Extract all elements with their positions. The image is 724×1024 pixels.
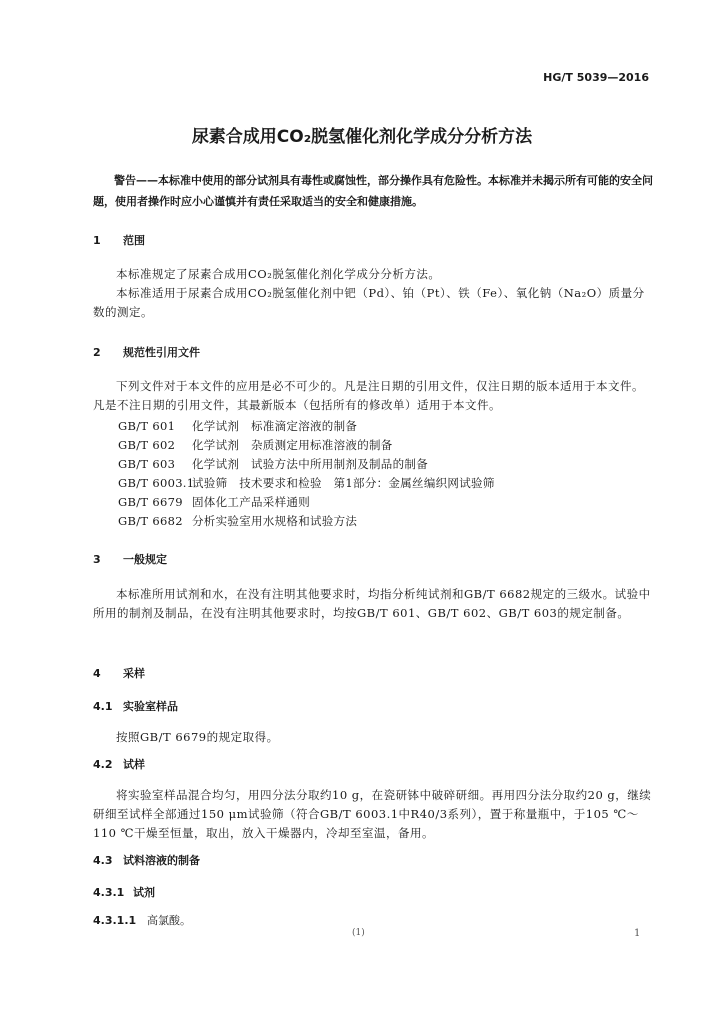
section-number: 4.2	[93, 758, 113, 771]
reference-item	[118, 475, 495, 491]
reference-item	[118, 456, 428, 472]
section-4-3-1-1-item	[93, 912, 191, 928]
reference-code: GB/T 6679	[118, 495, 183, 509]
section-title: 一般规定	[123, 553, 167, 566]
section-number: 4	[93, 667, 101, 680]
section-title: 实验室样品	[123, 700, 178, 713]
page-number: 1	[634, 928, 641, 939]
section-2-paragraph-1: 下列文件对于本文件的应用是必不可少的。凡是注日期的引用文件，仅注日期的版本适用于本文件。凡是不注日期的引用文件，其最新版本（包括所有的修改单）适用于本文件。	[93, 379, 644, 412]
section-1-heading	[93, 232, 145, 248]
section-2-heading	[93, 344, 200, 360]
warning-paragraph: 警告——本标准中使用的部分试剂具有毒性或腐蚀性，部分操作具有危险性。本标准并未揭示所有可能的安全问题，使用者操作时应小心谨慎并有责任采取适当的安全和健康措施。	[93, 174, 653, 208]
section-title: 试样	[123, 758, 145, 771]
section-title: 采样	[123, 667, 145, 680]
document-title: 尿素合成用CO₂脱氢催化剂化学成分分析方法	[191, 127, 533, 147]
section-title: 范围	[123, 234, 145, 247]
section-1-paragraph-2: 本标准适用于尿素合成用CO₂脱氢催化剂中钯（Pd）、铂（Pt）、铁（Fe）、氧化钠（Na₂O）质量分数的测定。	[93, 286, 645, 319]
section-title: 试料溶液的制备	[123, 854, 200, 867]
section-number: 3	[93, 553, 101, 566]
section-3-heading	[93, 551, 167, 567]
reference-name: 分析实验室用水规格和试验方法	[192, 514, 358, 528]
reference-name: 化学试剂 标准滴定溶液的制备	[192, 419, 358, 433]
section-number: 1	[93, 234, 101, 247]
section-number: 4.3.1.1	[93, 914, 137, 927]
section-4-2-heading	[93, 756, 145, 772]
section-4-heading	[93, 665, 145, 681]
section-title: 试剂	[133, 886, 155, 899]
reference-code: GB/T 601	[118, 419, 176, 433]
reference-name: 试验筛 技术要求和检验 第1部分：金属丝编织网试验筛	[192, 476, 495, 490]
footer-mark: (1)	[352, 928, 365, 938]
reference-code: GB/T 6003.1	[118, 476, 195, 490]
standard-code: HG/T 5039—2016	[543, 71, 649, 84]
reference-item	[118, 513, 357, 529]
section-4-1-paragraph: 按照GB/T 6679的规定取得。	[116, 730, 279, 744]
section-4-1-heading	[93, 698, 178, 714]
reference-code: GB/T 602	[118, 438, 176, 452]
reference-name: 固体化工产品采样通则	[192, 495, 310, 509]
section-number: 4.1	[93, 700, 113, 713]
reference-item	[118, 437, 393, 453]
section-4-3-1-heading	[93, 884, 155, 900]
section-4-3-heading	[93, 852, 200, 868]
section-number: 2	[93, 346, 101, 359]
reference-name: 化学试剂 杂质测定用标准溶液的制备	[192, 438, 393, 452]
reference-code: GB/T 6682	[118, 514, 183, 528]
section-number: 4.3.1	[93, 886, 125, 899]
section-3-paragraph-1: 本标准所用试剂和水，在没有注明其他要求时，均指分析纯试剂和GB/T 6682规定的三级水。试验中所用的制剂及制品，在没有注明其他要求时，均按GB/T 601、GB/T 602、GB/T 603的规定制备。	[93, 587, 651, 620]
section-number: 4.3	[93, 854, 113, 867]
reference-item	[118, 494, 310, 510]
section-1-paragraph-1: 本标准规定了尿素合成用CO₂脱氢催化剂化学成分分析方法。	[116, 267, 441, 281]
reference-code: GB/T 603	[118, 457, 176, 471]
section-4-2-paragraph: 将实验室样品混合均匀，用四分法分取约10 g，在瓷研钵中破碎研细。再用四分法分取约20 g，继续研细至试样全部通过150 μm试验筛（符合GB/T 6003.1中R40/3系列），置于称量瓶中，于105 ℃～110 ℃干燥至恒量，取出，放入干燥器内，冷却至室温，备用。	[93, 788, 652, 840]
item-text: 高氯酸。	[147, 914, 191, 927]
section-title: 规范性引用文件	[123, 346, 200, 359]
reference-name: 化学试剂 试验方法中所用制剂及制品的制备	[192, 457, 428, 471]
reference-item	[118, 418, 357, 434]
